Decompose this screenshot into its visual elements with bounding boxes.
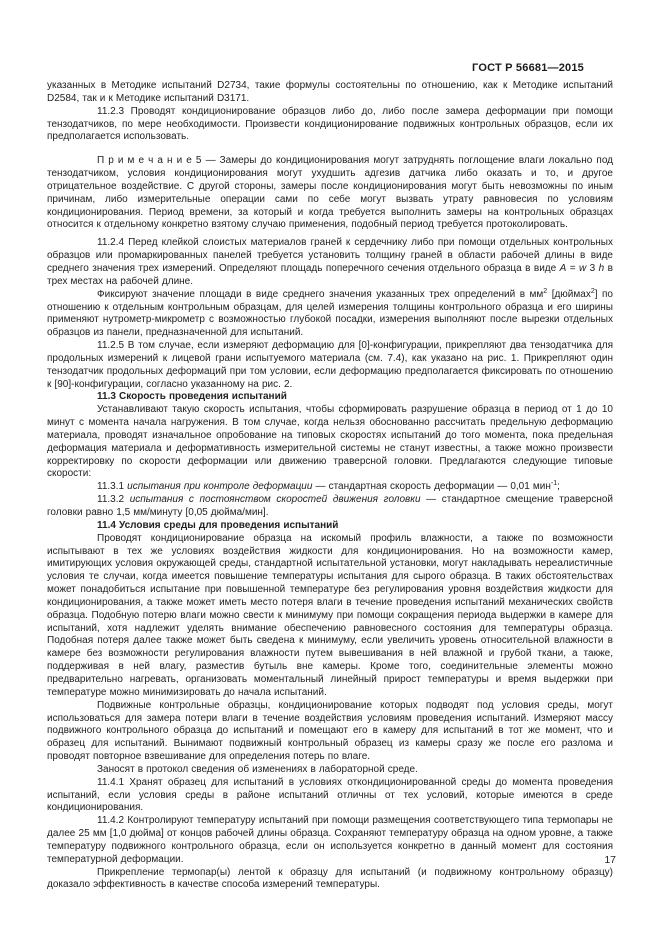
emphasized-text: испытания с постоянством скоростей движения головки	[129, 494, 421, 506]
section-heading: 11.3 Скорость проведения испытаний	[97, 391, 287, 403]
paragraph: указанных в Методике испытаний D2734, такие формулы состоятельны по отношению, как к Методике испытаний D2584, так и к Методике испытаний D3171.	[47, 80, 613, 104]
document-body	[47, 80, 613, 892]
paragraph: 11.2.4 Перед клейкой слоистых материалов граней к сердечнику либо при помощи отдельных контрольных образцов или промаркированных панелей требуется установить толщину граней в области рабочей длины в виде среднего значения трех измерений. Определяют площадь поперечного сечения отдельного образца в виде A = w 3 h в трех местах на рабочей длине.	[47, 237, 613, 287]
superscript-text: -1	[550, 480, 558, 488]
emphasized-text: h	[598, 262, 605, 274]
page-number: 17	[604, 854, 616, 866]
section-heading: 11.4 Условия среды для проведения испытаний	[97, 519, 339, 531]
superscript-text: 2	[543, 287, 548, 295]
paragraph: Подвижные контрольные образцы, кондиционирование которых подводят под условия среды, могут использоваться для замера потери влаги в течение воздействия условиям проведения испытаний. Измеряют массу подвижного контрольного образца до испытаний и помещают его в камеру для испытаний в тот же момент, что и образец для испытаний. Вынимают подвижный контрольный образец из камеры сразу же после его разлома и проводят повторное взвешивание для определения потерь по влаге.	[47, 699, 613, 763]
paragraph: 11.3.1 испытания при контроле деформации — стандартная скорость деформации — 0,01 мин$^{-1}$;	[97, 480, 560, 493]
paragraph: Проводят кондиционирование образца на искомый профиль влажности, а также по возможности испытывают в тех же условиях воздействия жидкости для кондиционирования. Но на возможности камер, имитирующих условия окружающей среды, стандартной испытательной установки, могут накладывать нереалистичные условия те случаи, когда имеется повышение температуры испытания для сырого образца. В таких обстоятельствах может понадобиться испытание при повышенной температуре без регулирования уровня воздействия жидкости для кондиционирования, а также может иметь место потеря влаги в течение проведения испытаний механических свойств образца. Подобную потерю влаги можно свести к минимуму при помощи сокращения периода выдержки в камере для испытаний, хотя надлежит уделять внимание обеспечению равновесного состояния для температуры образца. Подобная потеря далее также может быть сведена к минимуму, если увеличить уровень относительной влажности в камере без возможности регулирования влажности путем вывешивания в ней влажной и грубой ткани, а также, поддерживая в ней влагу, разместив бутыль вне камеры. Кроме того, соединительные элементы можно предварительно нагревать, организовать моментальный линейный прирост температуры и время выдержки при температуре можно минимизировать до начала испытаний.	[47, 532, 613, 698]
emphasized-text: испытания при контроле деформации	[127, 481, 313, 493]
paragraph: 11.4.2 Контролируют температуру испытаний при помощи размещения соответствующего типа термопары не далее 25 мм [1,0 дюйма] от концов рабочей длины образца. Сохраняют температуру образца на одном уровне, а также температуру подвижного контрольного образца, если он используется конкретно в данный момент для состояния температурной деформации.	[47, 815, 613, 865]
paragraph: 11.2.3 Проводят кондиционирование образцов либо до, либо после замера деформации при помощи тензодатчиков, по мере необходимости. Произвести кондиционирование подвижных контрольных образцов, если их предполагается использовать.	[47, 105, 613, 143]
paragraph: 11.4.1 Хранят образец для испытаний в условиях откондиционированной среды до момента проведения испытаний, если условия среды в районе испытаний отличны от тех условий, которые имеются в среде кондиционирования.	[47, 776, 613, 814]
standard-code-header: ГОСТ Р 56681—2015	[472, 62, 584, 74]
emphasized-text: A	[559, 262, 567, 274]
note-paragraph: П р и м е ч а н и е 5 — Замеры до кондиционирования могут затруднять поглощение влаги локально под тензодатчиком, условия кондиционирования могут ухудшить адгезив датчика либо оказать и то, и другое отрицательное воздействие. С другой стороны, замеры после кондиционирования могут быть невозможны по иным причинам, либо измерительные операции сами по себе могут вызвать утрату равновесия по условиям кондиционирования. Период времени, за который и когда требуется выполнить замеры на контрольных образцах относится к отдельному конкретно взятому случаю применения, подобный период требуется протоколировать.	[47, 155, 613, 231]
superscript-text: 2	[590, 287, 595, 295]
paragraph: Устанавливают такую скорость испытания, чтобы сформировать разрушение образца в период от 1 до 10 минут с момента начала нагружения. В том случае, когда нельзя обоснованно рассчитать предельную деформацию материала, проводят изначальное опробование на типовых скоростях испытаний до того момента, пока предельная деформация материала и деформативность измерительной системы не станут известны, а также можно произвести корректировку по скорости деформации или движению траверсной головки. Предлагаются следующие типовые скорости:	[47, 404, 613, 480]
paragraph: Фиксируют значение площади в виде среднего значения указанных трех определений в $мм^2$ [дюймах$^2$] по отношению к отдельным контрольным образцам, для целей измерения толщины контрольного образца и его ширины применяют нутрометр-микрометр с возможностью глубокой посадки, измерения выполняют после вырезки отдельных образцов из панели, предназначенной для испытаний.	[47, 287, 613, 339]
paragraph: 11.3.2 испытания с постоянством скоростей движения головки — стандартное смещение траверсной головки равно 1,5 мм/минуту [0,05 дюйма/мин].	[47, 494, 613, 518]
paragraph: Заносят в протокол сведения об изменениях в лабораторной среде.	[97, 763, 418, 775]
paragraph: 11.2.5 В том случае, если измеряют деформацию для [0]-конфигурации, прикрепляют два тензодатчика для продольных измерений к лицевой грани испытуемого материала (см. 7.4), как указано на рис. 1. Прикрепляют один тензодатчик продольных деформаций при том условии, если деформацию предполагается фиксировать по отношению к [90]-конфигурации, согласно указанному на рис. 2.	[47, 340, 613, 390]
emphasized-text: w	[579, 262, 587, 274]
paragraph: Прикрепление термопар(ы) лентой к образцу для испытаний (и подвижному контрольному образцу) доказало эффективность в качестве способа измерений температуры.	[47, 866, 613, 891]
